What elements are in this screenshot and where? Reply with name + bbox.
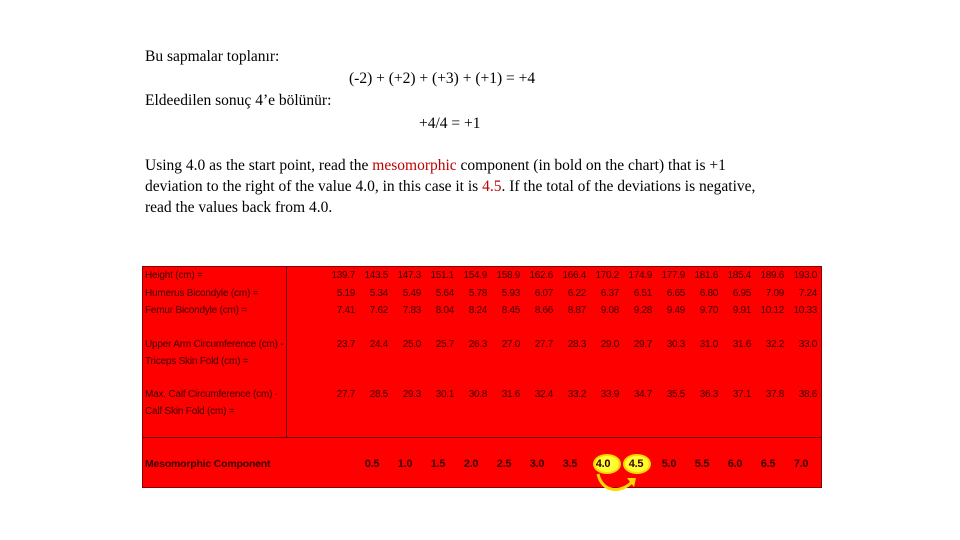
para-text-3: . If the total of the deviations is negative, read the values back from 4.0. xyxy=(145,178,756,216)
cell-height: 181.6 xyxy=(694,270,718,281)
cell-femur: 9.91 xyxy=(732,305,751,316)
cell-calf: 33.9 xyxy=(600,389,619,400)
cell-arm: 25.0 xyxy=(402,339,421,350)
cell-femur: 9.08 xyxy=(600,305,619,316)
cell-meso: 1.5 xyxy=(430,458,446,470)
cell-humerus: 5.19 xyxy=(336,288,355,299)
cell-arm: 29.0 xyxy=(600,339,619,350)
curved-arrow-icon xyxy=(594,472,644,496)
label-arm-2: Triceps Skin Fold (cm) = xyxy=(145,356,249,367)
cell-meso: 1.0 xyxy=(397,458,413,470)
cell-arm: 31.0 xyxy=(699,339,718,350)
cell-humerus: 5.34 xyxy=(369,288,388,299)
cell-femur: 7.62 xyxy=(369,305,388,316)
cell-meso: 6.5 xyxy=(760,458,776,470)
cell-meso: 4.0 xyxy=(595,458,611,470)
cell-arm: 33.0 xyxy=(798,339,817,350)
label-femur: Femur Bicondyle (cm) = xyxy=(145,305,248,316)
table-row-divider xyxy=(143,437,821,438)
cell-meso: 3.5 xyxy=(562,458,578,470)
cell-height: 158.9 xyxy=(496,270,520,281)
cell-humerus: 6.95 xyxy=(732,288,751,299)
cell-meso: 5.0 xyxy=(661,458,677,470)
cell-humerus: 5.64 xyxy=(435,288,454,299)
cell-calf: 35.5 xyxy=(666,389,685,400)
cell-femur: 8.04 xyxy=(435,305,454,316)
cell-meso: 7.0 xyxy=(793,458,809,470)
cell-femur: 10.12 xyxy=(760,305,784,316)
cell-calf: 29.3 xyxy=(402,389,421,400)
cell-height: 154.9 xyxy=(463,270,487,281)
cell-arm: 25.7 xyxy=(435,339,454,350)
cell-humerus: 6.37 xyxy=(600,288,619,299)
cell-meso: 5.5 xyxy=(694,458,710,470)
cell-calf: 37.1 xyxy=(732,389,751,400)
cell-arm: 29.7 xyxy=(633,339,652,350)
cell-meso: 2.0 xyxy=(463,458,479,470)
label-humerus: Humerus Bicondyle (cm) = xyxy=(145,288,259,299)
cell-height: 147.3 xyxy=(397,270,421,281)
cell-humerus: 7.24 xyxy=(798,288,817,299)
cell-arm: 23.7 xyxy=(336,339,355,350)
cell-meso: 0.5 xyxy=(364,458,380,470)
cell-arm: 27.7 xyxy=(534,339,553,350)
cell-calf: 28.5 xyxy=(369,389,388,400)
label-calf-1: Max. Calf Circumference (cm) - xyxy=(145,389,278,400)
cell-height: 189.6 xyxy=(760,270,784,281)
para-highlight-mesomorphic: mesomorphic xyxy=(372,157,457,174)
para-text-2: component (in bold on the chart) that is +1 deviation to the right of the value 4.0, in this case it is xyxy=(145,157,726,195)
cell-femur: 7.83 xyxy=(402,305,421,316)
cell-arm: 32.2 xyxy=(765,339,784,350)
cell-calf: 37.8 xyxy=(765,389,784,400)
cell-arm: 31.6 xyxy=(732,339,751,350)
intro-line-2: Eldeedilen sonuç 4’e bölünür: xyxy=(145,92,332,109)
cell-arm: 30.3 xyxy=(666,339,685,350)
cell-femur: 9.49 xyxy=(666,305,685,316)
equation-sum: (-2) + (+2) + (+3) + (+1) = +4 xyxy=(349,70,536,87)
cell-femur: 8.45 xyxy=(501,305,520,316)
cell-height: 185.4 xyxy=(727,270,751,281)
cell-calf: 36.3 xyxy=(699,389,718,400)
cell-femur: 8.24 xyxy=(468,305,487,316)
instruction-paragraph xyxy=(145,155,785,218)
row-calf xyxy=(143,387,821,403)
cell-humerus: 6.51 xyxy=(633,288,652,299)
row-mesomorphic xyxy=(143,456,821,472)
cell-height: 174.9 xyxy=(628,270,652,281)
row-arm xyxy=(143,337,821,353)
cell-calf: 38.6 xyxy=(798,389,817,400)
label-mesomorphic: Mesomorphic Component xyxy=(145,458,271,470)
cell-femur: 8.87 xyxy=(567,305,586,316)
cell-humerus: 6.07 xyxy=(534,288,553,299)
cell-meso: 2.5 xyxy=(496,458,512,470)
label-arm-1: Upper Arm Circumference (cm) - xyxy=(145,339,284,350)
label-calf-2: Calf Skin Fold (cm) = xyxy=(145,406,235,417)
cell-humerus: 6.80 xyxy=(699,288,718,299)
cell-height: 151.1 xyxy=(430,270,454,281)
cell-height: 177.9 xyxy=(661,270,685,281)
cell-calf: 27.7 xyxy=(336,389,355,400)
label-height: Height (cm) = xyxy=(145,270,203,281)
mesomorph-table xyxy=(142,266,822,488)
row-height xyxy=(143,268,821,284)
cell-meso: 6.0 xyxy=(727,458,743,470)
cell-calf: 30.8 xyxy=(468,389,487,400)
cell-humerus: 5.49 xyxy=(402,288,421,299)
cell-height: 193.0 xyxy=(793,270,817,281)
cell-humerus: 5.93 xyxy=(501,288,520,299)
cell-arm: 27.0 xyxy=(501,339,520,350)
cell-meso: 4.5 xyxy=(628,458,644,470)
cell-calf: 34.7 xyxy=(633,389,652,400)
equation-division: +4/4 = +1 xyxy=(419,115,481,132)
cell-humerus: 6.65 xyxy=(666,288,685,299)
intro-line-1: Bu sapmalar toplanır: xyxy=(145,48,280,65)
cell-arm: 24.4 xyxy=(369,339,388,350)
row-femur xyxy=(143,303,821,319)
cell-calf: 32.4 xyxy=(534,389,553,400)
cell-femur: 10.33 xyxy=(793,305,817,316)
cell-arm: 26.3 xyxy=(468,339,487,350)
cell-height: 170.2 xyxy=(595,270,619,281)
cell-meso: 3.0 xyxy=(529,458,545,470)
cell-humerus: 6.22 xyxy=(567,288,586,299)
cell-calf: 33.2 xyxy=(567,389,586,400)
cell-calf: 30.1 xyxy=(435,389,454,400)
cell-femur: 9.28 xyxy=(633,305,652,316)
cell-humerus: 7.09 xyxy=(765,288,784,299)
para-highlight-value: 4.5 xyxy=(482,178,502,195)
cell-humerus: 5.78 xyxy=(468,288,487,299)
cell-femur: 8.66 xyxy=(534,305,553,316)
cell-height: 139.7 xyxy=(331,270,355,281)
cell-height: 162.6 xyxy=(529,270,553,281)
cell-height: 143.5 xyxy=(364,270,388,281)
cell-femur: 7.41 xyxy=(336,305,355,316)
para-text-1: Using 4.0 as the start point, read the xyxy=(145,157,373,174)
row-humerus xyxy=(143,286,821,302)
cell-calf: 31.6 xyxy=(501,389,520,400)
cell-arm: 28.3 xyxy=(567,339,586,350)
cell-height: 166.4 xyxy=(562,270,586,281)
cell-femur: 9.70 xyxy=(699,305,718,316)
